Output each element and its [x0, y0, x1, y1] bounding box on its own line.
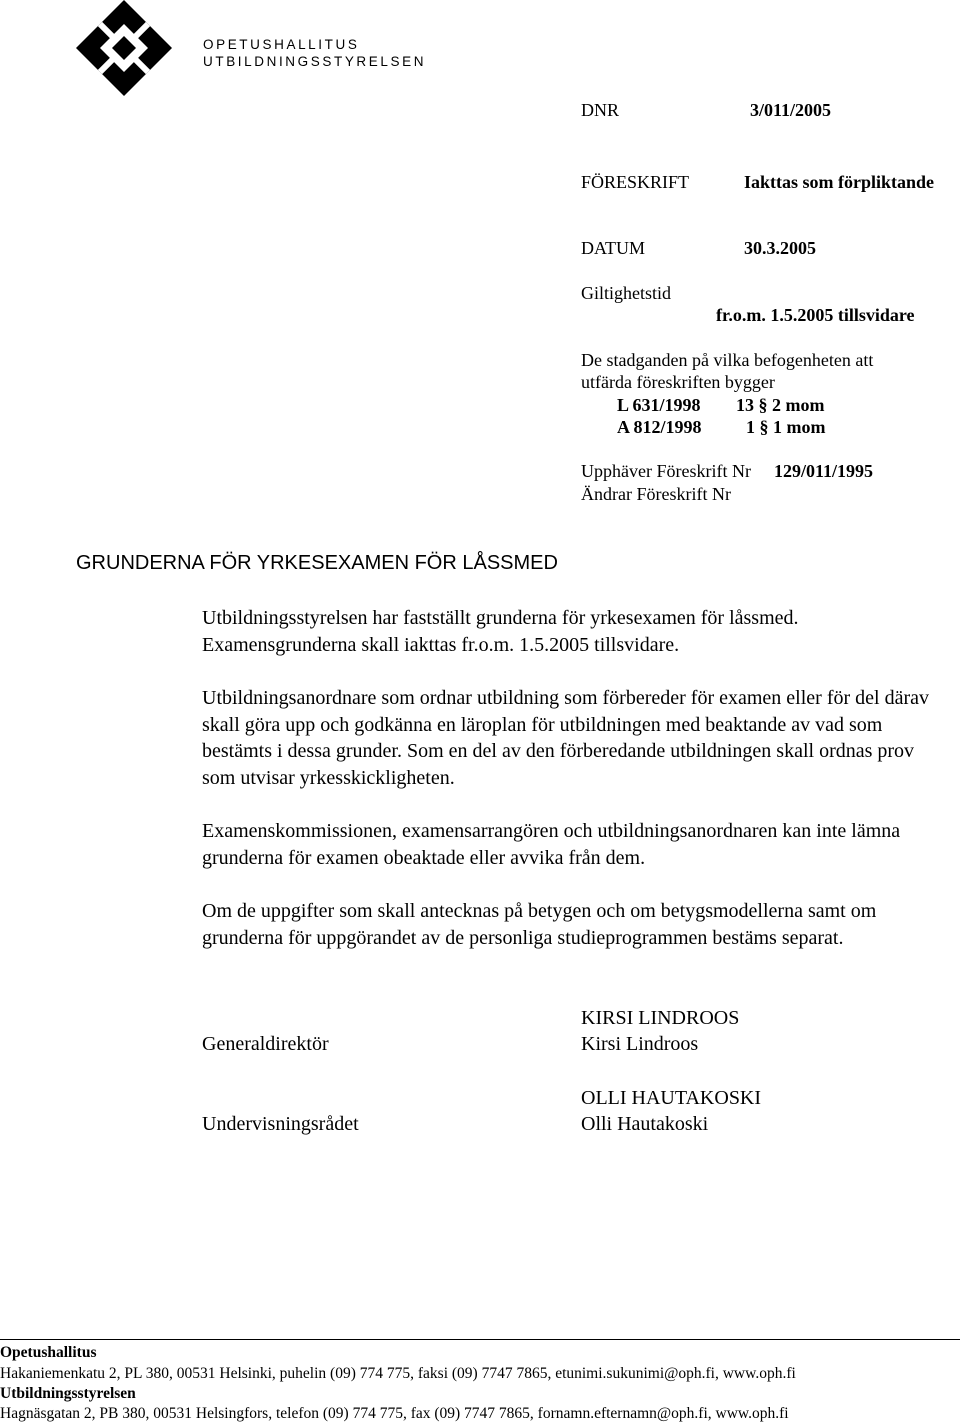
validity-label: Giltighetstid	[581, 283, 671, 303]
org-name-sv: UTBILDNINGSSTYRELSEN	[203, 54, 427, 69]
footer-org-fi: Opetushallitus	[0, 1344, 97, 1361]
validity-value: fr.o.m. 1.5.2005 tillsvidare	[716, 305, 915, 325]
footer-org-sv: Utbildningsstyrelsen	[0, 1385, 136, 1402]
footer-address-fi: Hakaniemenkatu 2, PL 380, 00531 Helsinki, puhelin (09) 774 775, faksi (09) 7747 7865, etunimi.sukunimi@oph.fi, www.oph.fi	[0, 1365, 796, 1382]
date-value: 30.3.2005	[744, 238, 816, 258]
paragraph-3: Examenskommissionen, examensarrangören och utbildningsanordnaren kan inte lämna grunderna för examen obeaktade eller avvika från dem.	[202, 820, 901, 869]
law-2-section: 1 § 1 mom	[746, 417, 826, 437]
dnr-value: 3/011/2005	[750, 100, 832, 120]
date-label: DATUM	[581, 238, 646, 258]
footer-address-sv: Hagnäsgatan 2, PB 380, 00531 Helsingfors, telefon (09) 774 775, fax (09) 7747 7865, fornamn.efternamn@oph.fi, www.oph.fi	[0, 1405, 789, 1422]
law-1-section: 13 § 2 mom	[736, 395, 825, 415]
repeals-value: 129/011/1995	[774, 461, 874, 481]
authority-line-2: utfärda föreskriften bygger	[581, 372, 775, 392]
type-label: FÖRESKRIFT	[581, 172, 690, 192]
law-2-ref: A 812/1998	[617, 417, 702, 437]
signatory-2-name-upper: OLLI HAUTAKOSKI	[581, 1087, 762, 1109]
signatory-2-name: Olli Hautakoski	[581, 1113, 709, 1135]
footer-divider	[0, 1339, 960, 1340]
type-value: Iakttas som förpliktande	[744, 172, 935, 192]
law-1-ref: L 631/1998	[617, 395, 701, 415]
paragraph-4: Om de uppgifter som skall antecknas på betygen och om betygsmodellerna samt om grunderna för uppgörandet av de personliga studieprogrammen bestäms separat.	[202, 900, 877, 949]
document-title: GRUNDERNA FÖR YRKESEXAMEN FÖR LÅSSMED	[76, 552, 558, 574]
repeals-label: Upphäver Föreskrift Nr	[581, 461, 751, 481]
amends-label: Ändrar Föreskrift Nr	[581, 484, 731, 504]
signatory-1-name-upper: KIRSI LINDROOS	[581, 1007, 740, 1029]
org-name-fi: OPETUSHALLITUS	[203, 37, 360, 52]
dnr-label: DNR	[581, 100, 620, 120]
paragraph-1: Utbildningsstyrelsen har fastställt grunderna för yrkesexamen för låssmed. Examensgrunderna skall iakttas fr.o.m. 1.5.2005 tillsvidare.	[202, 607, 799, 656]
signatory-2-role: Undervisningsrådet	[202, 1113, 359, 1135]
oph-logo	[76, 0, 172, 96]
signatory-1-name: Kirsi Lindroos	[581, 1033, 699, 1055]
signatory-1-role: Generaldirektör	[202, 1033, 329, 1055]
authority-line-1: De stadganden på vilka befogenheten att	[581, 350, 874, 370]
paragraph-2: Utbildningsanordnare som ordnar utbildning som förbereder för examen eller för del därav skall göra upp och godkänna en läroplan för utbildningen med beaktande av vad som bestämts i dessa grunder. Som en del av den förberedande utbildningen skall ordnas prov som utvisar yrkesskickligheten.	[202, 687, 929, 789]
